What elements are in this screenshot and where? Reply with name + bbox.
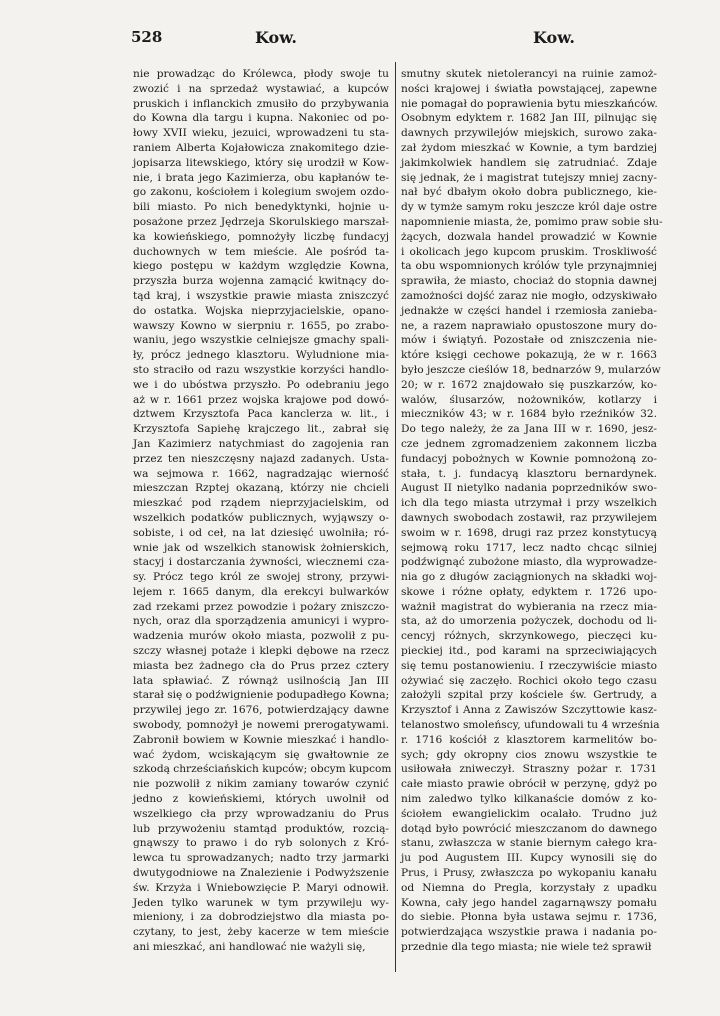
text-line: wszelkiego cła przy wprowadzaniu do Prus — [133, 807, 389, 820]
text-line: ani mieszkać, ani handlować nie ważyli się, — [133, 941, 366, 954]
text-line: kiego postępu w każdym względzie Kowna, — [133, 260, 389, 273]
text-line: Zabronił bowiem w Kownie mieszkać i handlo- — [133, 733, 389, 746]
text-line: i okolicach jego kupcom pruskim. Troskliwość — [401, 245, 657, 258]
text-line: mieszkać pod rządem nieprzyjacielskim, od — [133, 497, 389, 510]
text-line: walów, ślusarzów, nożowników, kotlarzy i — [401, 393, 657, 406]
text-line: dawnych przywilejów miejskich, surowo zaka- — [401, 127, 657, 140]
text-line: nał być dbałym około dobra publicznego, kie- — [401, 186, 657, 199]
text-line: sobiste, i od ceł, na lat dziesięć uwolniła; ró- — [133, 526, 389, 539]
page-number: 528 — [131, 28, 163, 46]
text-line: jakimkolwiek handlem się zatrudniać. Zdaje — [401, 156, 657, 169]
text-line: nie pomagał do poprawienia bytu mieszkańców. — [401, 97, 658, 110]
text-line: wawszy Kowno w sierpniu r. 1655, po zrabo- — [133, 319, 389, 332]
text-line: 20; w r. 1672 znajdowało się puszkarzów, ko- — [401, 378, 657, 391]
text-line: zad rzekami przez powodzie i pożary zniszczo- — [133, 600, 389, 613]
text-line: ich dla tego miasta utrzymał i przy wszelkich — [401, 497, 657, 510]
text-line: go zakonu, kościołem i kolegium swojem ozdo- — [133, 186, 389, 199]
text-line: lewca tu sprowadzanych; nadto trzy jarmarki — [133, 852, 389, 865]
text-line: zał żydom mieszkać w Kownie, a tym bardziej — [401, 141, 657, 154]
text-line: dotąd było powrócić mieszczanom do dawnego — [401, 822, 657, 835]
text-line: raniem Alberta Kojałowicza znakomitego dzie- — [133, 141, 389, 154]
text-line: założyli szpital przy kościele św. Gertrudy, a — [401, 689, 657, 702]
text-line: swobody, pomnożył je nowemi prerogatywami. — [133, 719, 389, 732]
text-line: duchownych w tem mieście. Ale pośród ta- — [133, 245, 389, 258]
text-line: pieckiej itd., pod karami na sprzeciwiających — [401, 645, 657, 658]
text-line: Do tego należy, że za Jana III w r. 1690, jesz- — [401, 423, 657, 436]
text-line: gnąwszy to prawo i do ryb solonych z Kró- — [133, 837, 389, 850]
text-line: podźwignąć zubożone miasto, dla wyprowadze- — [401, 556, 657, 569]
text-line: całe miasto prawie obrócił w perzynę, gdyż po — [401, 778, 657, 791]
text-line: sprawiła, że miasto, chociaż do stopnia dawnej — [401, 275, 657, 288]
text-line: bili miasto. Po nich benedyktynki, hojnie u- — [133, 201, 389, 214]
text-line: żących, dozwala handel prowadzić w Kownie — [401, 230, 657, 243]
text-line: r. 1716 kościół z klasztorem karmelitów bo- — [401, 733, 657, 746]
text-line: fundacyj pobożnych w Kownie pomnożoną zo- — [401, 452, 657, 465]
text-line: nie, i brata jego Kazimierza, obu kapłanów te- — [133, 171, 389, 184]
text-line: stacyj i dostarczania żywności, wiecznemi cza- — [133, 556, 389, 569]
text-line: mieczników 43; w r. 1684 było rzeźników 32. — [401, 408, 657, 421]
text-line: jednakże w części handel i rzemiosła zanieba- — [401, 304, 657, 317]
text-line: ważnił magistrat do wybierania na rzecz mia- — [401, 600, 657, 613]
text-line: lub przywożeniu stamtąd produktów, rozcią- — [133, 822, 389, 835]
text-line: Krzysztof i Anna z Zawiszów Szczyttowie kasz- — [401, 704, 657, 717]
text-line: do siebie. Płonna była ustawa sejmu r. 1736, — [401, 911, 657, 924]
text-line: Jeden tylko warunek w tym przywileju wy- — [133, 896, 389, 909]
text-line: usiłowała zniweczył. Straszny pożar r. 1731 — [401, 763, 657, 776]
text-line: które księgi cechowe pokazują, że w r. 1663 — [401, 349, 657, 362]
text-line: ściołem ewangielickim ocalało. Trudno już — [401, 807, 657, 820]
text-line: nych, oraz dla sporządzenia amunicyi i wypro- — [133, 615, 389, 628]
text-line: jopisarza litewskiego, który się urodził w Kow- — [133, 156, 389, 169]
text-line: przednie dla tego miasta; nie wiele też sprawił — [401, 941, 652, 954]
text-line: we i do ubóstwa przyszło. Po odebraniu jego — [133, 378, 389, 391]
text-line: cze jednem zgromadzeniem zakonnem liczba — [401, 437, 657, 450]
text-line: swoim w r. 1698, drugi raz przez konstytucyą — [401, 526, 657, 539]
text-line: św. Krzyża i Wniebowzięcie P. Maryi odnowił. — [133, 881, 389, 894]
text-line: August II nietylko nadania poprzedników swo- — [401, 482, 657, 495]
text-line: szkodą chrześciańskich kupców; obcym kupcom — [133, 763, 392, 776]
text-line: się jednak, że i magistrat tutejszy mniej zacny- — [401, 171, 657, 184]
text-line: szczy własnej potaże i klepki dębowe na rzecz — [133, 645, 389, 658]
running-head-left: Kow. — [255, 28, 297, 47]
text-line: Prus, i Prusy, zwłaszcza po wykopaniu kanału — [401, 867, 657, 880]
text-line: dy w tymże samym roku jeszcze król daje ostre — [401, 201, 657, 214]
text-line: lejem r. 1665 danym, dla erekcyi bulwarków — [133, 585, 389, 598]
text-line: sto straciło od razu wszystkie korzyści handlo- — [133, 363, 389, 376]
text-line: sy. Prócz tego król ze swojej strony, przywi- — [133, 571, 389, 584]
text-line: łowy XVII wieku, jezuici, wprowadzeni tu sta- — [133, 127, 389, 140]
text-line: przywilej jego zr. 1676, potwierdzający dawne — [133, 704, 389, 717]
text-line: dawnych swobodach zostawił, raz przywilejem — [401, 511, 657, 524]
text-line: skowe i różne opłaty, edyktem r. 1726 upo- — [401, 585, 657, 598]
text-line: Osobnym edyktem r. 1682 Jan III, pilnując się — [401, 112, 657, 125]
text-line: dwutygodniowe na Znalezienie i Podwyższenie — [133, 867, 389, 880]
text-line: posażone przez Jędrzeja Skorulskiego marszał- — [133, 215, 389, 228]
text-line: sych; gdy okropny cios znowu wszystkie te — [401, 748, 657, 761]
text-line: ły, prócz jednego klasztoru. Wyludnione mia- — [133, 349, 389, 362]
right-text-column — [401, 67, 663, 955]
text-line: wa sejmowa r. 1662, nagradzając wierność — [133, 467, 389, 480]
text-line: ożywiać się zaczęło. Rochici około tego czasu — [401, 674, 657, 687]
text-line: smutny skutek nietolerancyi na ruinie zamoż- — [401, 68, 657, 80]
text-line: dztwem Krzysztofa Paca kanclerza w. lit., i — [133, 408, 389, 421]
text-line: stanu, zwłaszcza w stanie biernym całego kra- — [401, 837, 657, 850]
text-line: Kowna, cały jego handel zagarnąwszy pomału — [401, 896, 657, 909]
running-head-right: Kow. — [533, 28, 575, 47]
text-line: telanostwo smoleńscy, ufundowali tu 4 września — [401, 719, 660, 732]
text-line: mów i świątyń. Pozostałe od zniszczenia nie- — [401, 334, 657, 347]
text-line: czytany, to jest, żeby kacerze w tem mieście — [133, 926, 389, 939]
text-line: nie prowadząc do Królewca, płody swoje tu — [133, 68, 389, 80]
text-line: lata spławiać. Z równąż usilnością Jan III — [133, 674, 389, 687]
text-line: ności krajowej i światła powstającej, zapewne — [401, 82, 657, 95]
text-line: ta obu wspomnionych królów tyle przynajmniej — [401, 260, 657, 273]
text-line: pruskich i inflanckich zmusiło do przybywania — [133, 97, 389, 110]
text-line: waniu, jego wszystkie celniejsze gmachy spali- — [133, 334, 389, 347]
text-line: wnie jak od wszelkich stanowisk żołnierskich, — [133, 541, 389, 554]
text-line: sejmową roku 1717, lecz nadto chcąc silniej — [401, 541, 657, 554]
text-line: do Kowna dla targu i kupna. Nakoniec od po- — [133, 112, 389, 125]
text-line: było jeszcze cieślów 18, bednarzów 9, mularzów — [401, 363, 661, 376]
text-line: do ostatka. Wojska nieprzyjacielskie, opano- — [133, 304, 389, 317]
text-line: miasta bez żadnego cła do Prus przez cztery — [133, 659, 389, 672]
text-line: ka kowieńskiego, pomnożyły liczbę fundacyj — [133, 230, 389, 243]
text-line: zamożności dojść zaraz nie mogło, odzyskiwało — [401, 289, 657, 302]
text-line: Krzysztofa Sapiehę krajczego lit., zabrał się — [133, 423, 389, 436]
text-line: przez ten nieszczęsny najazd zadanych. Usta- — [133, 452, 389, 465]
text-line: sta, aż do umorzenia pożyczek, dochodu od li- — [401, 615, 657, 628]
text-line: nia go z długów zaciągnionych na składki woj- — [401, 571, 657, 584]
text-line: ju pod Augustem III. Kupcy wynosili się do — [401, 852, 657, 865]
text-line: zwozić i na sprzedaż wystawiać, a kupców — [133, 82, 389, 95]
text-line: mieszczan Rzptej okazaną, którzy nie chcieli — [133, 482, 389, 495]
text-line: od Niemna do Pregla, korzystały z upadku — [401, 881, 657, 894]
text-line: mieniony, i za dobrodziejstwo dla miasta po- — [133, 911, 389, 924]
text-line: się temu postanowieniu. I rzeczywiście miasto — [401, 659, 657, 672]
column-divider — [395, 62, 396, 972]
text-line: wać żydom, wciskającym się gwałtownie ze — [133, 748, 389, 761]
text-line: potwierdzająca wszystkie prawa i nadania po- — [401, 926, 657, 939]
text-line: przyszła burza wojenna zamącić kwitnący do- — [133, 275, 389, 288]
text-line: nie pozwolił z nikim zamiany towarów czynić — [133, 778, 389, 791]
text-line: cencyj różnych, skrzynkowego, pieczęci ku- — [401, 630, 657, 643]
text-line: nim zaledwo tylko kilkanaście domów z ko- — [401, 793, 657, 806]
text-line: tąd kraj, i wszystkie prawie miasta zniszczyć — [133, 289, 389, 302]
text-line: ne, a razem naprawiało opustoszone mury do- — [401, 319, 657, 332]
text-line: starał się o podźwignienie podupadłego Kowna; — [133, 689, 390, 702]
text-line: wszelkich podatków publicznych, wyjąwszy o- — [133, 511, 389, 524]
text-line: jedno z kowieńskiemi, których uwolnił od — [133, 793, 389, 806]
left-text-column — [133, 67, 392, 955]
text-line: stała, t. j. fundacyą klasztoru bernardynek. — [401, 467, 657, 480]
text-line: aż w r. 1661 przez wojska krajowe pod dowó- — [133, 393, 389, 406]
text-line: Jan Kazimierz natychmiast do zagojenia ran — [133, 437, 389, 450]
text-line: napomnienie miasta, że, pomimo praw sobie słu- — [401, 215, 663, 228]
text-line: wadzenia murów około miasta, pozwolił z pu- — [133, 630, 389, 643]
